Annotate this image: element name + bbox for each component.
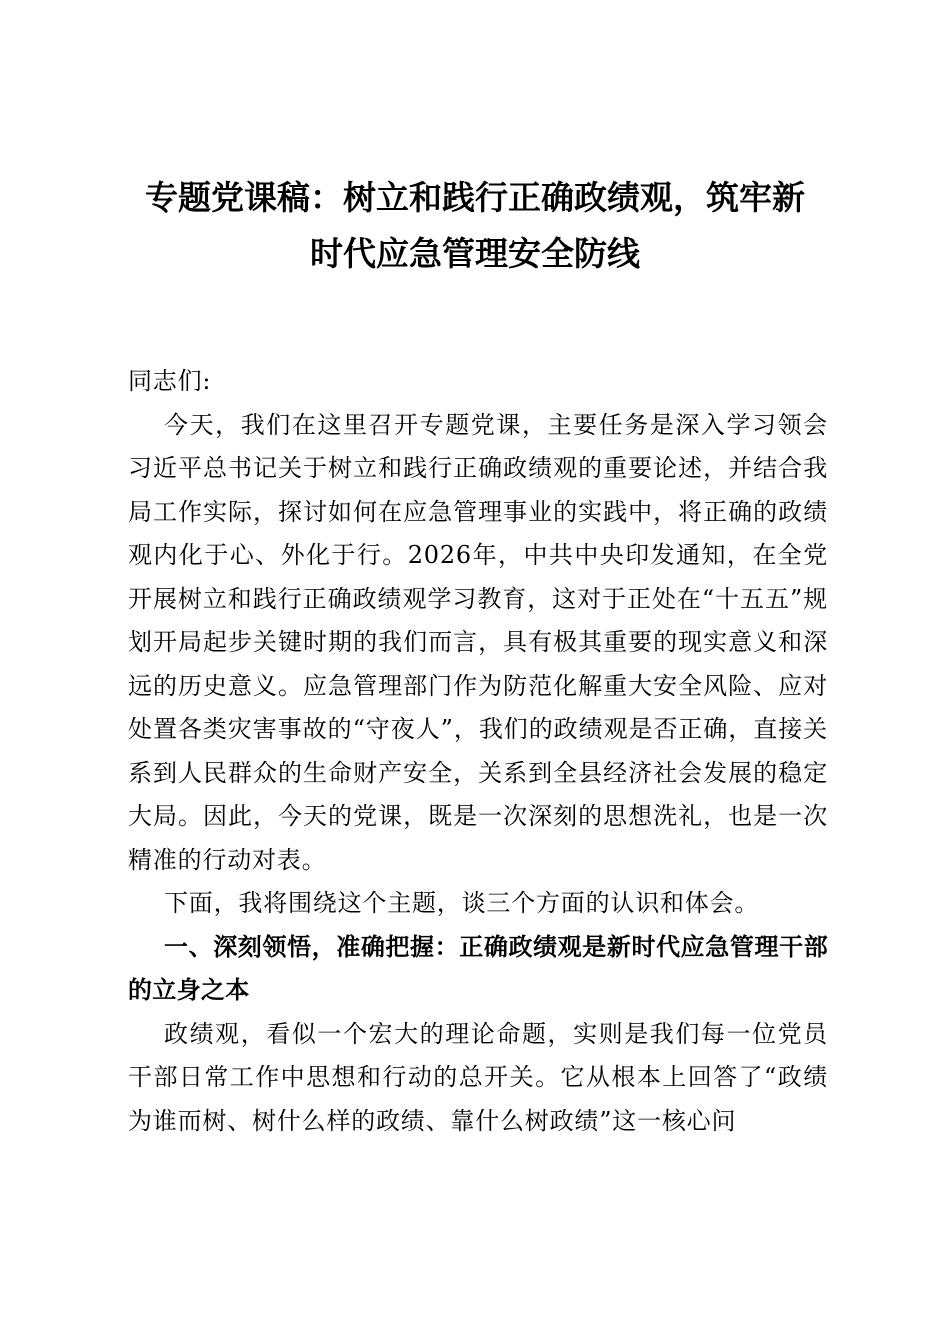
paragraph-outline: 下面，我将围绕这个主题，谈三个方面的认识和体会。 — [164, 889, 760, 917]
document-title — [100, 170, 850, 282]
salutation: 同志们: — [128, 367, 212, 395]
paragraph-section-1: 政绩观，看似一个宏大的理论命题，实则是我们每一位党员干部日常工作中思想和行动的总开关。它从根本上回答了“政绩为谁而树、树什么样的政绩、靠什么树政绩”这一核心问 — [128, 1019, 828, 1135]
section-heading-1: 一、深刻领悟，准确把握：正确政绩观是新时代应急管理干部的立身之本 — [128, 932, 828, 1004]
title-line-1: 专题党课稿：树立和践行正确政绩观，筑牢新 — [145, 178, 805, 217]
paragraph-intro: 今天，我们在这里召开专题党课，主要任务是深入学习领会习近平总书记关于树立和践行正确政绩观的重要论述，并结合我局工作实际，探讨如何在应急管理事业的实践中，将正确的政绩观内化于心、外化于行。2026年，中共中央印发通知，在全党开展树立和践行正确政绩观学习教育，这对于正处在“十五五”规划开局起步关键时期的我们而言，具有极其重要的现实意义和深远的历史意义。应急管理部门作为防范化解重大安全风险、应对处置各类灾害事故的“守夜人”，我们的政绩观是否正确，直接关系到人民群众的生命财产安全，关系到全县经济社会发展的稳定大局。因此，今天的党课，既是一次深刻的思想洗礼，也是一次精准的行动对表。 — [128, 410, 828, 874]
title-line-2: 时代应急管理安全防线 — [310, 234, 640, 273]
document-body — [128, 360, 828, 1143]
